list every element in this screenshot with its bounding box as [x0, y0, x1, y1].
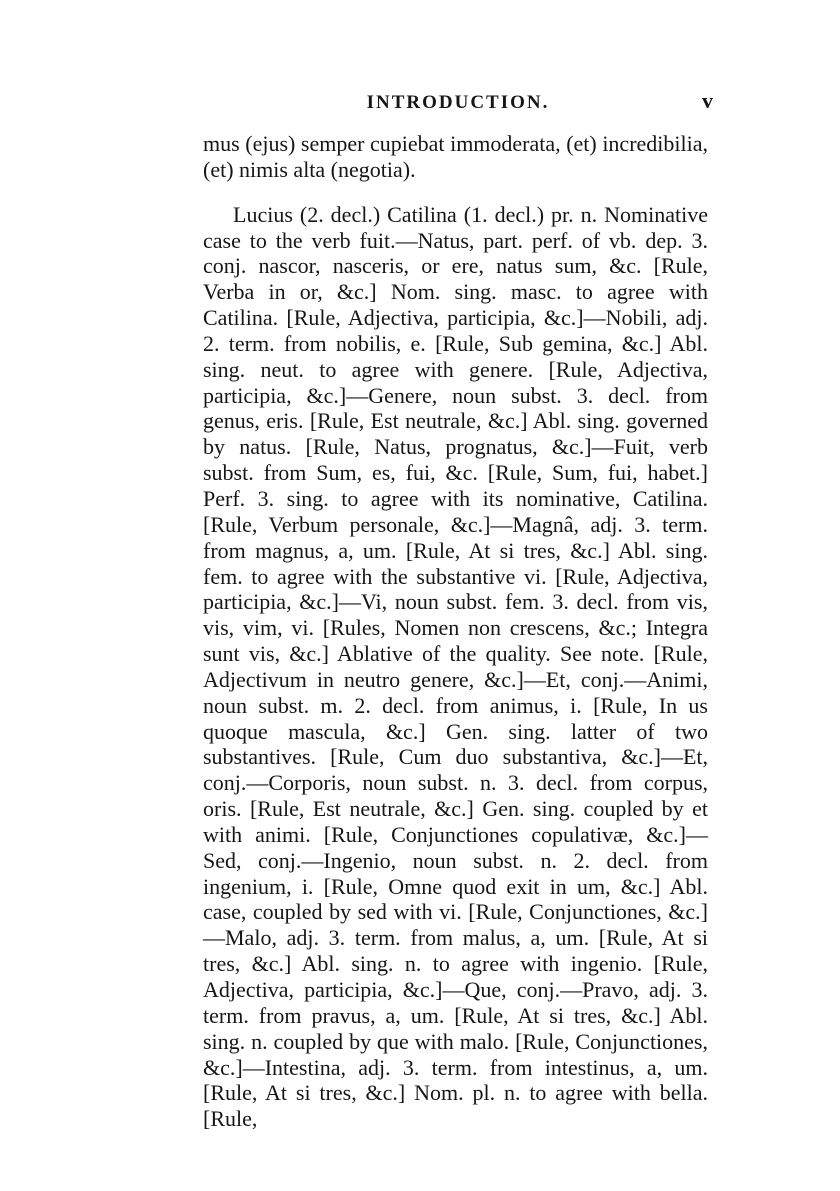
running-head: [203, 86, 713, 116]
body-text: [203, 131, 708, 1132]
paragraph-parsing: Lucius (2. decl.) Catilina (1. decl.) pr. n. Nominative case to the verb fuit.—Natus, part. perf. of vb. dep. 3. conj. nascor, nasceris, or ere, natus sum, &c. [Rule, Verba in or, &c.] Nom. sing. masc. to agree with Catilina. [Rule, Adjectiva, participia, &c.]—Nobili, adj. 2. term. from nobilis, e. [Rule, Sub gemina, &c.] Abl. sing. neut. to agree with genere. [Rule, Adjectiva, participia, &c.]—Genere, noun subst. 3. decl. from genus, eris. [Rule, Est neutrale, &c.] Abl. sing. governed by natus. [Rule, Natus, prognatus, &c.]—Fuit, verb subst. from Sum, es, fui, &c. [Rule, Sum, fui, habet.] Perf. 3. sing. to agree with its nominative, Catilina. [Rule, Verbum personale, &c.]—Magnâ, adj. 3. term. from magnus, a, um. [Rule, At si tres, &c.] Abl. sing. fem. to agree with the substantive vi. [Rule, Adjectiva, participia, &c.]—Vi, noun subst. fem. 3. decl. from vis, vis, vim, vi. [Rules, Nomen non crescens, &c.; Integra sunt vis, &c.] Ablative of the quality. See note. [Rule, Adjectivum in neutro genere, &c.]—Et, conj.—Animi, noun subst. m. 2. decl. from animus, i. [Rule, In us quoque mascula, &c.] Gen. sing. latter of two substantives. [Rule, Cum duo substantiva, &c.]—Et, conj.—Corporis, noun subst. n. 3. decl. from corpus, oris. [Rule, Est neutrale, &c.] Gen. sing. coupled by et with animi. [Rule, Conjunctiones copulativæ, &c.]—Sed, conj.—Ingenio, noun subst. n. 2. decl. from ingenium, i. [Rule, Omne quod exit in um, &c.] Abl. case, coupled by sed with vi. [Rule, Conjunctiones, &c.]—Malo, adj. 3. term. from malus, a, um. [Rule, At si tres, &c.] Abl. sing. n. to agree with ingenio. [Rule, Adjectiva, participia, &c.]—Que, conj.—Pravo, adj. 3. term. from pravus, a, um. [Rule, At si tres, &c.] Abl. sing. n. coupled by que with malo. [Rule, Conjunctiones, &c.]—Intestina, adj. 3. term. from intestinus, a, um. [Rule, At si tres, &c.] Nom. pl. n. to agree with bella. [Rule,: [203, 201, 708, 1132]
page-number: v: [702, 88, 713, 113]
paragraph-continuation: mus (ejus) semper cupiebat immoderata, (et) incredibilia, (et) nimis alta (negotia).: [203, 131, 708, 182]
running-title: INTRODUCTION.: [366, 92, 550, 113]
